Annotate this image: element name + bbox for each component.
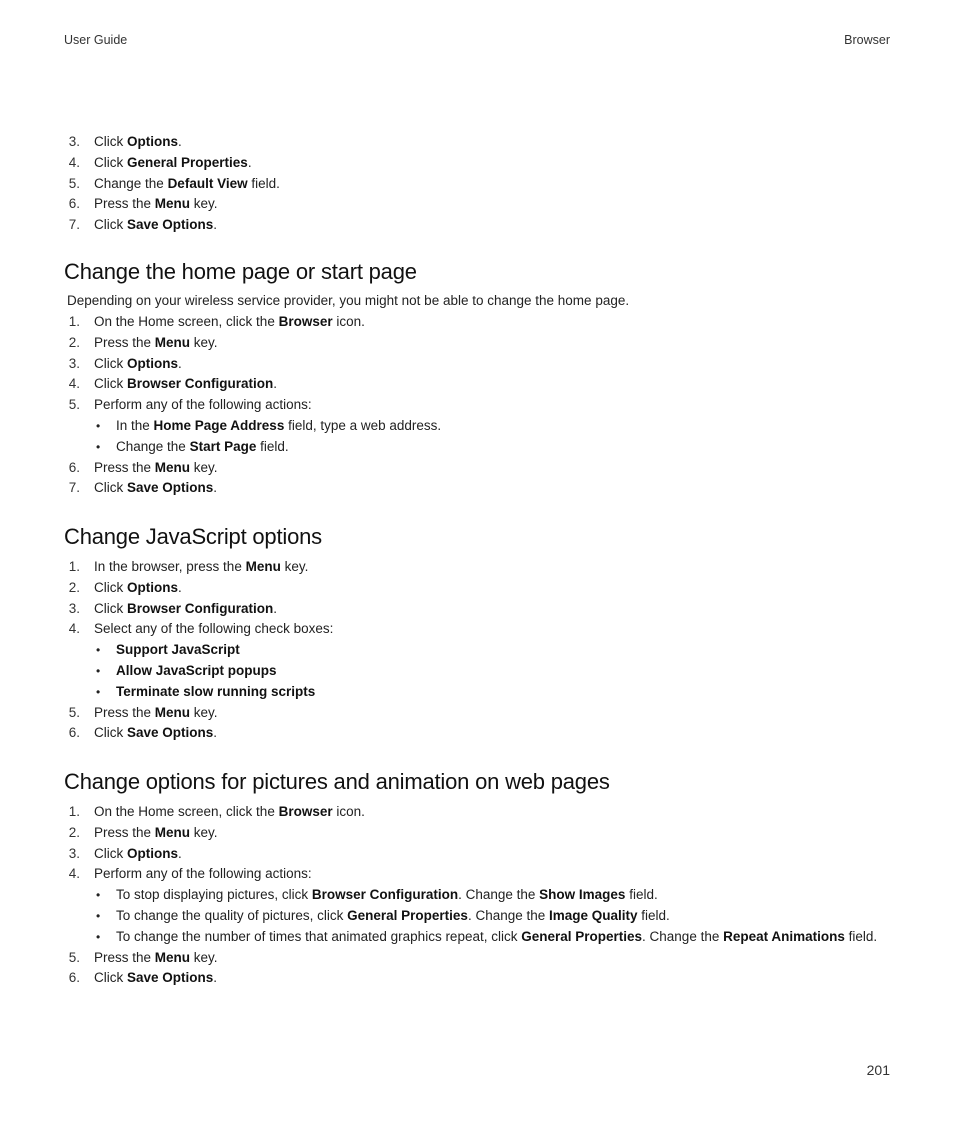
bullet-icon: • bbox=[96, 888, 101, 903]
bullet-icon: • bbox=[96, 663, 101, 678]
section-heading-pictures-animation: Change options for pictures and animation on web pages bbox=[64, 769, 610, 794]
running-header-section: Browser bbox=[844, 33, 890, 47]
bullet-icon: • bbox=[96, 684, 101, 699]
section-heading-home-page: Change the home page or start page bbox=[64, 259, 417, 284]
running-header-title: User Guide bbox=[64, 33, 128, 47]
bullet-icon: • bbox=[96, 908, 101, 923]
page-number: 201 bbox=[866, 1062, 890, 1078]
section-intro: Depending on your wireless service provider, you might not be able to change the home page. bbox=[67, 293, 630, 308]
bullet-icon: • bbox=[96, 643, 101, 658]
section-heading-javascript: Change JavaScript options bbox=[64, 524, 322, 549]
bullet-icon: • bbox=[96, 439, 101, 454]
bullet-icon: • bbox=[96, 418, 101, 433]
bullet-icon: • bbox=[96, 929, 101, 944]
